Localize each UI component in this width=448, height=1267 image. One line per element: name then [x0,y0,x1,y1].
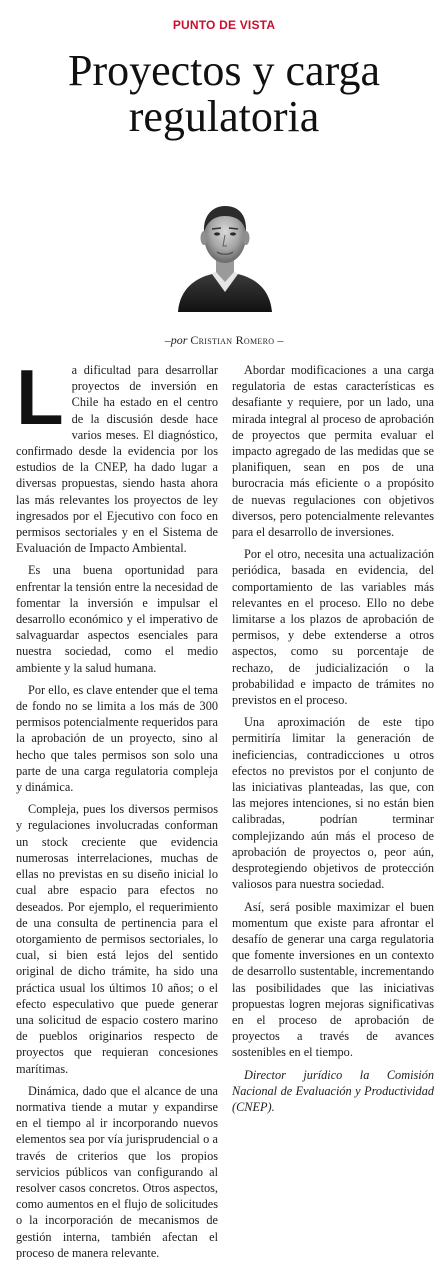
paragraph-6: Abordar modificaciones a una carga regulatoria de estas características es desafiante y requiere, por un lado, una mirada integral al proceso de aprobación de proyectos que permita evaluar el impacto agregado de las medidas que se planifiquen, sean en pos de una burocracia más eficiente o a propósito de nuevas regulaciones con objetivos diversos, pero potencialmente relevantes para el desarrollo de inversiones. [232,363,434,540]
paragraph-4: Compleja, pues los diversos permisos y regulaciones involucradas conforman un stock creciente que evidencia numerosas interrelaciones, muchas de ellas no previstas en su diseño inicial lo cual abre espacio para efectos no deseados. Por ejemplo, el requerimiento de una consulta de pertinencia para el otorgamiento de permisos sectoriales, lo cual, si bien está lejos del sentido original de dicho trámite, ha sido una práctica usual los últimos 10 años; o el efecto especulativo que puede generar una solicitud de espacio costero marino de pueblos originarios respecto de proyectos que requieran concesiones marítimas. [16,802,218,1076]
author-portrait [174,192,276,312]
byline-author: Cristian Romero [190,333,275,347]
paragraph-2: Es una buena oportunidad para enfrentar la tensión entre la necesidad de fomentar la inversión e impulsar el desarrollo económico y el imperativo de salvaguardar aspectos esenciales para nuestra sociedad, como el medio ambiente y la salud humana. [16,563,218,675]
headline: Proyectos y carga regulatoria [68,46,380,141]
article-column-left [16,353,218,1267]
paragraph-9: Así, será posible maximizar el buen momentum que existe para afrontar el desafío de generar una carga regulatoria que fomente inversiones en un contexto de desarrollo sustentable, incrementando las posibilidades que las iniciativas propuestas logren mejoras significativas en el proceso de aprobación de proyectos a través de avances sostenibles en el tiempo. [232,899,434,1060]
byline-suffix: – [277,333,284,347]
byline [0,333,448,348]
byline-prefix: –por [164,333,188,347]
article-column-right [232,362,434,1121]
drop-cap: L [16,353,64,441]
paragraph-7: Por el otro, necesita una actualización periódica, basada en evidencia, del comportamiento de las variables más relevantes en el proceso. Ello no debe limitarse a los plazos de aprobación de permisos, y debe extenderse a otros aspectos, como su porcentaje de rechazo, de judicialización o la probabilidad e impacto de trámites no previstos en el proceso. [232,547,434,708]
author-signature: Director jurídico la Comisión Nacional de Evaluación y Productividad (CNEP). [232,1067,434,1114]
paragraph-5: Dinámica, dado que el alcance de una normativa tiende a mutar y expandirse en el tiempo al ir incorporando nuevos elementos sea por vía jurisprudencial o a través de criterios que los propios servicios públicos van configurando al resolver casos concretos. Otros aspectos, como aumentos en el flujo de solicitudes o la incorporación de mecanismos de gestión interna, también afectan el proceso de manera relevante. [16,1083,218,1260]
paragraph-1 [16,353,218,556]
section-label: PUNTO DE VISTA [172,18,276,32]
paragraph-1-text: a dificultad para desarrollar proyectos de inversión en Chile ha estado en el centro de la discusión desde hace varios meses. El diagnóstico, confirmado desde la evidencia por los estudios de la CNEP, ha dado lugar a diversas propuestas, siendo hasta ahora las más relevantes los proyectos de ley ingresados por el Ejecutivo con foco en permisos sectoriales y en el Sistema de Evaluación de Impacto Ambiental. [16,363,218,556]
paragraph-8: Una aproximación de este tipo permitiría limitar la generación de ineficiencias, contradicciones u otros efectos no previstos por el conjunto de las iniciativas planteadas, las que, con las mejores intenciones, si no están bien calibradas, podrían terminar complejizando aún más el proceso de aprobación de proyectos o, peor aún, desprotegiendo objetivos de protección valiosos para nuestra sociedad. [232,715,434,892]
paragraph-3: Por ello, es clave entender que el tema de fondo no se limita a los más de 300 permisos potencialmente requeridos para la aprobación de un proyecto, sino al hecho que tales permisos son solo una parte de una carga regulatoria compleja y dinámica. [16,682,218,795]
